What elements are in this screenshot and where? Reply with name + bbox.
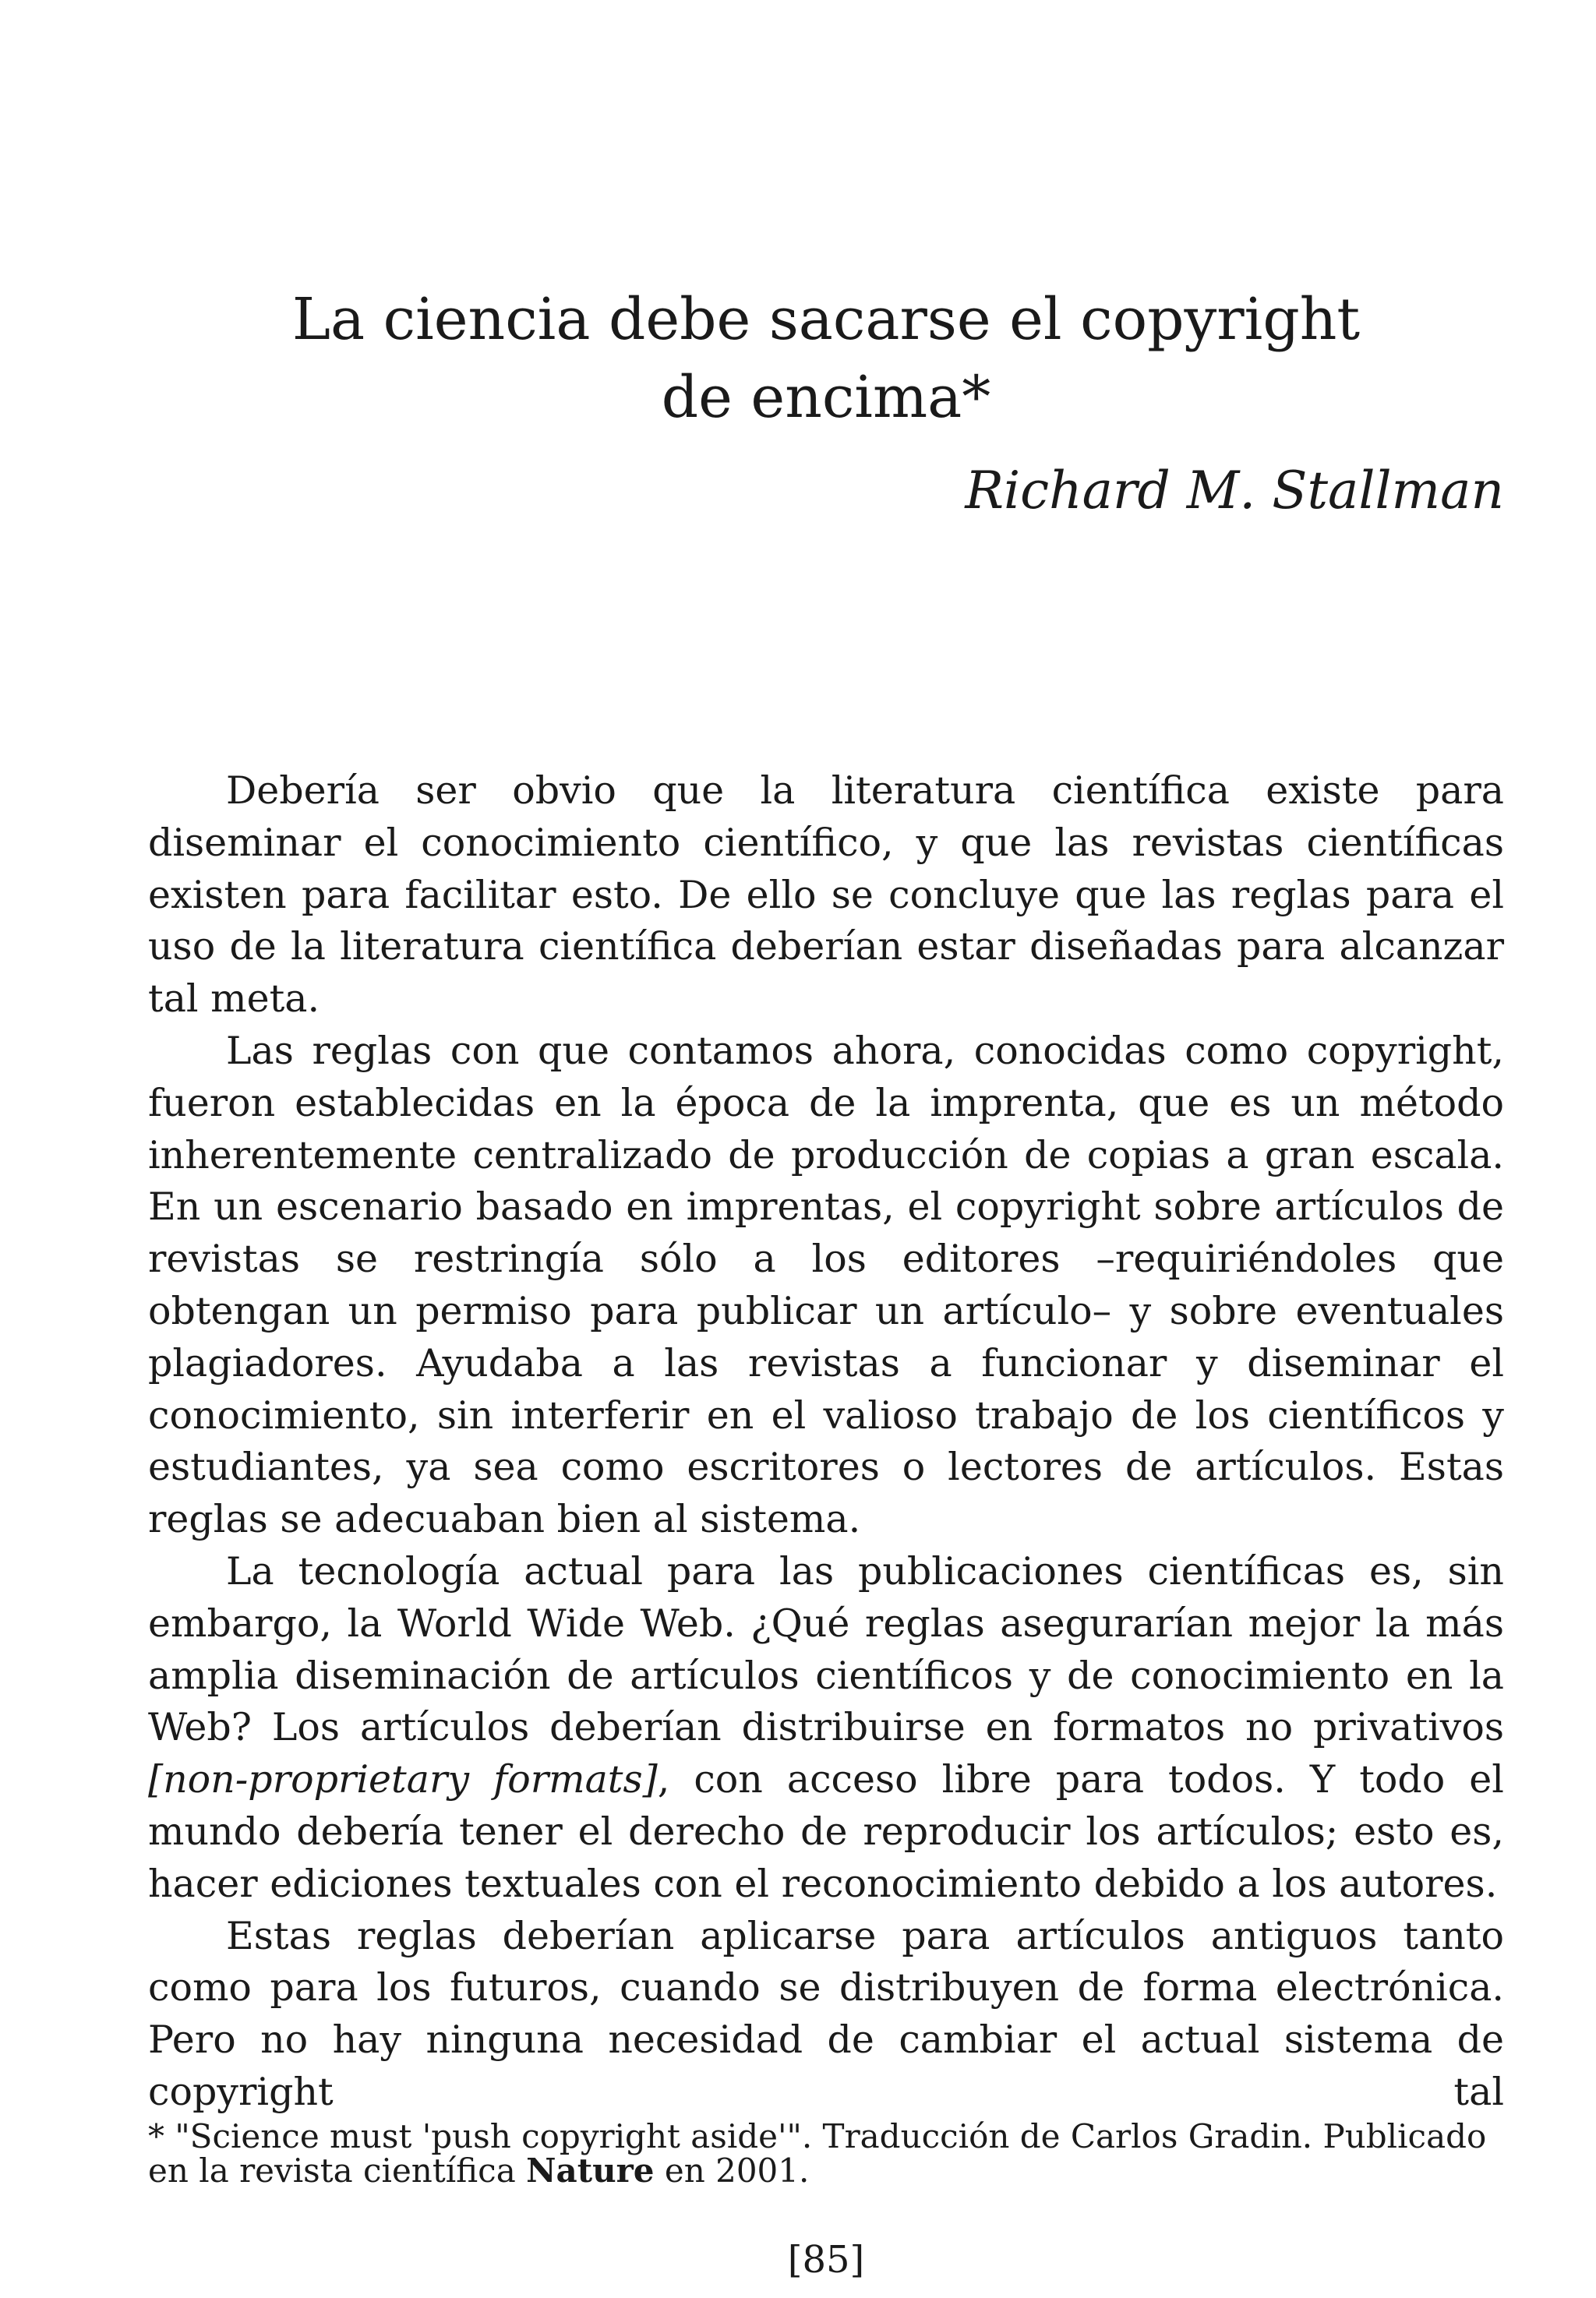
paragraph-3-text-start: La tecnología actual para las publicaciones científicas es, sin embargo, la World Wide Web. ¿Qué reglas asegurarían mejor la más amplia diseminación de artículos científicos y de conocimiento en la Web? Los artículos deberían distribuirse en formatos no privativos xyxy=(148,1548,1504,1750)
author-name: Richard M. Stallman xyxy=(965,461,1504,521)
title-line-2: de encima* xyxy=(661,364,991,431)
paragraph-3 xyxy=(148,1546,1504,1911)
paragraph-3-text-end: , con acceso libre para todos. Y todo el mundo debería tener el derecho de reproducir los artículos; esto es, hacer ediciones textuales con el reconocimiento debido a los autores. xyxy=(148,1757,1504,1906)
footnote-journal-name: Nature xyxy=(526,2152,655,2190)
footnote xyxy=(148,2117,1504,2190)
footnote-text-start: * "Science must 'push copyright aside'". Traducción de Carlos Gradin. Publicado en la revista científica xyxy=(148,2117,1487,2190)
article-body xyxy=(148,765,1504,2119)
paragraph-1: Debería ser obvio que la literatura científica existe para diseminar el conocimiento científico, y que las revistas científicas existen para facilitar esto. De ello se concluye que las reglas para el uso de la literatura científica deberían estar diseñadas para alcanzar tal meta. xyxy=(148,768,1504,1022)
paragraph-3-italic-term: [non-proprietary formats] xyxy=(148,1757,658,1802)
paragraph-4: Estas reglas deberían aplicarse para artículos antiguos tanto como para los futuros, cuando se distribuyen de forma electrónica. Pero no hay ninguna necesidad de cambiar el actual sistema de copyright tal xyxy=(148,1913,1504,2114)
paragraph-2: Las reglas con que contamos ahora, conocidas como copyright, fueron establecidas en la época de la imprenta, que es un método inherentemente centralizado de producción de copias a gran escala. En un escenario basado en imprentas, el copyright sobre artículos de revistas se restringía sólo a los editores –requiriéndoles que obtengan un permiso para publicar un artículo– y sobre eventuales plagiadores. Ayudaba a las revistas a funcionar y diseminar el conocimiento, sin interferir en el valioso trabajo de los científicos y estudiantes, ya sea como escritores o lectores de artículos. Estas reglas se adecuaban bien al sistema. xyxy=(148,1028,1504,1542)
footnote-text-end: en 2001. xyxy=(654,2152,810,2190)
page-number: [85] xyxy=(787,2238,865,2282)
title-line-1: La ciencia debe sacarse el copyright xyxy=(291,286,1361,353)
document-title xyxy=(148,281,1504,436)
document-page xyxy=(148,0,1504,2298)
